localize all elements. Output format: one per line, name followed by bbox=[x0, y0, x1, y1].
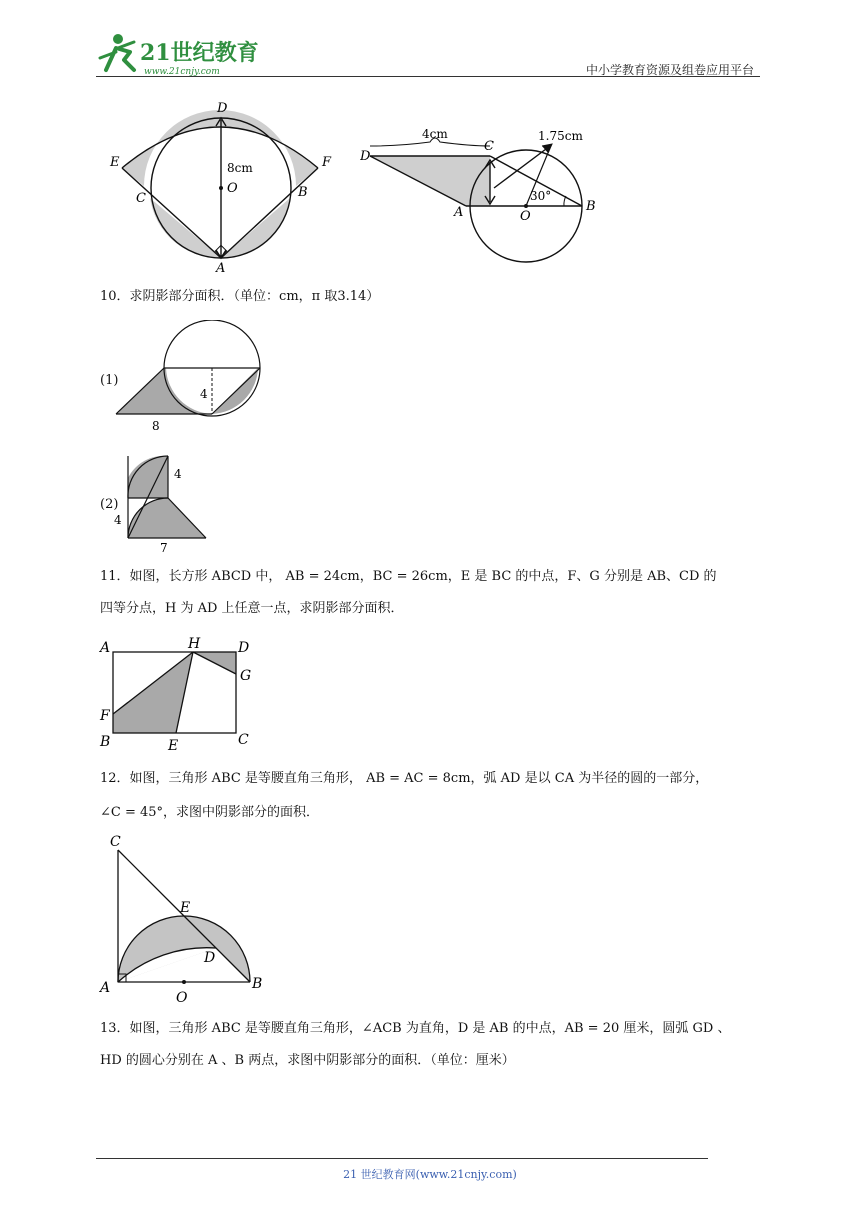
footer-text: 21 世纪教育网(www.21cnjy.com) bbox=[343, 1168, 517, 1181]
figure-q10-part2 bbox=[112, 448, 222, 556]
platform-name: 中小学教育资源及组卷应用平台 bbox=[585, 63, 754, 77]
question-12-line1: 12．如图，三角形 ABC 是等腰直角三角形， AB = AC = 8cm，弧 AD 是以 CA 为半径的圆的一部分， bbox=[100, 771, 709, 786]
question-13-line1: 13．如图，三角形 ABC 是等腰直角三角形，∠ACB 为直角，D 是 AB 的中点，AB = 20 厘米，圆弧 GD 、 bbox=[100, 1021, 731, 1036]
question-11-line2: 四等分点，H 为 AD 上任意一点，求阴影部分面积． bbox=[100, 601, 404, 616]
question-13-line2: HD 的圆心分别在 A 、B 两点，求图中阴影部分的面积．（单位：厘米） bbox=[100, 1053, 515, 1068]
q12-label-B: B bbox=[252, 976, 263, 992]
label-A2: A bbox=[454, 205, 464, 220]
label-D2: D bbox=[360, 149, 371, 164]
label-C2: C bbox=[484, 139, 494, 154]
q12-label-E: E bbox=[180, 900, 191, 916]
q11-label-A: A bbox=[100, 640, 111, 656]
label-B: B bbox=[298, 185, 308, 200]
length-8cm: 8cm bbox=[227, 161, 253, 175]
logo-main-text: 21世纪教育 bbox=[140, 40, 259, 66]
q12-label-C: C bbox=[110, 834, 121, 850]
q10p1-num-4: 4 bbox=[200, 387, 208, 401]
page-header bbox=[96, 30, 760, 78]
label-D: D bbox=[217, 101, 228, 116]
q10p2-num-4a: 4 bbox=[174, 467, 182, 481]
site-logo bbox=[96, 30, 266, 78]
figure-circle-with-triangle bbox=[360, 120, 600, 270]
q11-label-D: D bbox=[238, 640, 250, 656]
figure-q11-rectangle bbox=[96, 634, 266, 752]
label-C: C bbox=[136, 191, 146, 206]
q10p1-num-8: 8 bbox=[152, 419, 160, 432]
q11-label-H: H bbox=[188, 636, 201, 652]
label-B2: B bbox=[586, 199, 596, 214]
q10-part1-label: (1) bbox=[100, 373, 119, 388]
q11-label-G: G bbox=[240, 668, 252, 684]
q12-label-A: A bbox=[100, 980, 111, 996]
q11-label-F: F bbox=[100, 708, 110, 724]
question-10-text: 10．求阴影部分面积．（单位：cm，π 取3.14） bbox=[100, 289, 380, 304]
label-A: A bbox=[216, 261, 226, 276]
figure-circle-with-arcs bbox=[100, 96, 350, 276]
q10-part2-label: (2) bbox=[100, 497, 119, 512]
label-O: O bbox=[227, 181, 238, 196]
figure-q10-part1 bbox=[112, 320, 272, 432]
question-11-line1: 11．如图，长方形 ABCD 中， AB = 24cm，BC = 26cm，E 是 BC 的中点，F、G 分别是 AB、CD 的 bbox=[100, 569, 717, 584]
q11-label-C: C bbox=[238, 732, 249, 748]
q11-label-E: E bbox=[168, 738, 179, 752]
length-1.75cm: 1.75cm bbox=[538, 129, 583, 143]
logo-url-text: www.21cnjy.com bbox=[144, 67, 220, 77]
label-E: E bbox=[110, 155, 120, 170]
q12-label-D: D bbox=[204, 950, 216, 966]
angle-30: 30° bbox=[530, 189, 552, 203]
q10p2-num-7: 7 bbox=[160, 541, 168, 555]
length-4cm: 4cm bbox=[422, 127, 448, 141]
q11-label-B: B bbox=[100, 734, 111, 750]
label-F: F bbox=[322, 155, 332, 170]
header-divider bbox=[96, 76, 760, 77]
q10p2-num-4b: 4 bbox=[114, 513, 122, 527]
question-12-line2: ∠C = 45°，求图中阴影部分的面积． bbox=[100, 805, 320, 820]
label-O2: O bbox=[520, 209, 531, 224]
q12-label-O: O bbox=[176, 990, 188, 1006]
footer-divider bbox=[96, 1158, 708, 1159]
figure-q12-triangle bbox=[96, 830, 276, 1006]
